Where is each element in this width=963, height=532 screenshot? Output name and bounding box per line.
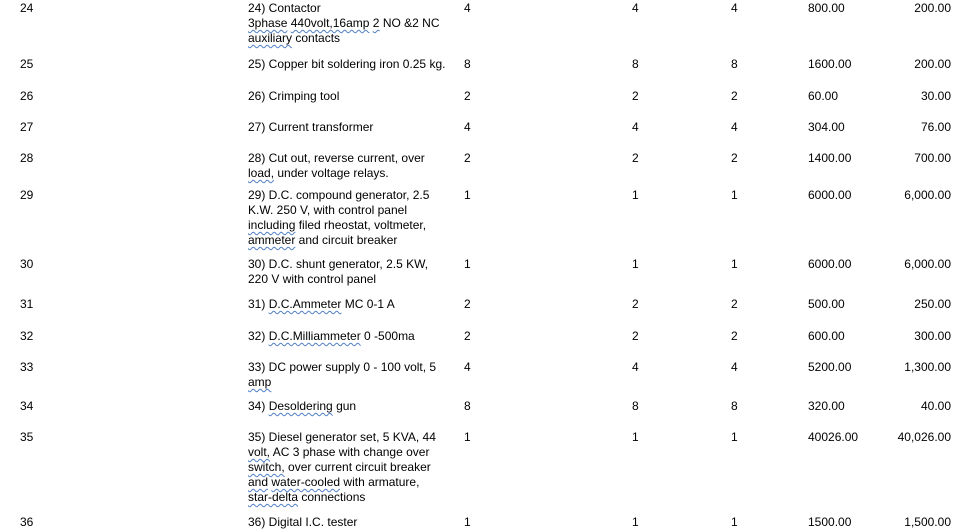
quantity-2: 2 — [632, 89, 639, 103]
unit-amount: 40,026.00 — [897, 430, 951, 444]
description-line: K.W. 250 V, with control panel — [248, 203, 407, 217]
unit-amount: 300.00 — [914, 329, 951, 343]
description-line: ammeter and circuit breaker — [248, 233, 398, 247]
serial-number: 25 — [20, 57, 34, 71]
quantity-2: 8 — [632, 57, 639, 71]
unit-amount: 1,300.00 — [904, 360, 951, 374]
description-line: auxiliary contacts — [248, 31, 341, 45]
quantity-1: 8 — [464, 399, 471, 413]
total-cost: 1600.00 — [808, 57, 852, 71]
total-cost: 304.00 — [808, 120, 845, 134]
quantity-1: 1 — [464, 257, 471, 271]
description-line: including filed rheostat, voltmeter, — [248, 218, 427, 232]
serial-number: 24 — [20, 1, 34, 15]
quantity-2: 2 — [632, 297, 639, 311]
quantity-3: 1 — [731, 515, 738, 529]
item-description — [248, 257, 460, 287]
serial-number: 27 — [20, 120, 34, 134]
quantity-2: 1 — [632, 257, 639, 271]
quantity-1: 1 — [464, 515, 471, 529]
quantity-2: 4 — [632, 120, 639, 134]
quantity-1: 2 — [464, 329, 471, 343]
quantity-3: 8 — [731, 399, 738, 413]
description-line: 27) Current transformer — [248, 120, 374, 134]
unit-amount: 6,000.00 — [904, 188, 951, 202]
unit-amount: 40.00 — [920, 399, 951, 413]
serial-number: 31 — [20, 297, 34, 311]
quantity-3: 4 — [731, 120, 738, 134]
unit-amount: 76.00 — [920, 120, 951, 134]
unit-amount: 1,500.00 — [904, 515, 951, 529]
total-cost: 320.00 — [808, 399, 845, 413]
quantity-1: 2 — [464, 89, 471, 103]
description-line: 32) D.C.Milliammeter 0 -500ma — [248, 329, 415, 343]
description-line: 220 V with control panel — [248, 272, 377, 286]
description-line: 3phase 440volt,16amp 2 NO &2 NC — [248, 16, 440, 30]
quantity-2: 1 — [632, 188, 639, 202]
description-line: switch, over current circuit breaker — [248, 460, 431, 474]
serial-number: 29 — [20, 188, 34, 202]
description-line: 36) Digital I.C. tester — [248, 515, 358, 529]
quantity-3: 1 — [731, 257, 738, 271]
quantity-2: 1 — [632, 515, 639, 529]
quantity-1: 8 — [464, 57, 471, 71]
quantity-3: 8 — [731, 57, 738, 71]
quantity-2: 4 — [632, 360, 639, 374]
description-line: 35) Diesel generator set, 5 KVA, 44 — [248, 430, 436, 444]
quantity-1: 4 — [464, 360, 471, 374]
quantity-3: 1 — [731, 430, 738, 444]
description-line: 24) Contactor — [248, 1, 321, 15]
quantity-1: 1 — [464, 188, 471, 202]
item-description — [248, 329, 460, 344]
serial-number: 30 — [20, 257, 34, 271]
item-description — [248, 151, 460, 181]
quantity-1: 4 — [464, 1, 471, 15]
quantity-2: 8 — [632, 399, 639, 413]
serial-number: 28 — [20, 151, 34, 165]
quantity-3: 2 — [731, 329, 738, 343]
item-description — [248, 297, 460, 312]
quantity-3: 2 — [731, 89, 738, 103]
total-cost: 6000.00 — [808, 188, 852, 202]
description-line: 30) D.C. shunt generator, 2.5 KW, — [248, 257, 429, 271]
description-line: load, under voltage relays. — [248, 166, 389, 180]
quantity-2: 4 — [632, 1, 639, 15]
serial-number: 26 — [20, 89, 34, 103]
total-cost: 800.00 — [808, 1, 845, 15]
item-description — [248, 188, 460, 248]
description-line: 28) Cut out, reverse current, over — [248, 151, 425, 165]
unit-amount: 250.00 — [914, 297, 951, 311]
quantity-2: 1 — [632, 430, 639, 444]
unit-amount: 6,000.00 — [904, 257, 951, 271]
quantity-1: 4 — [464, 120, 471, 134]
serial-number: 33 — [20, 360, 34, 374]
total-cost: 40026.00 — [808, 430, 859, 444]
description-line: 34) Desoldering gun — [248, 399, 357, 413]
description-line: 31) D.C.Ammeter MC 0-1 A — [248, 297, 395, 311]
quantity-3: 4 — [731, 360, 738, 374]
description-line: volt, AC 3 phase with change over — [248, 445, 430, 459]
total-cost: 500.00 — [808, 297, 845, 311]
item-description — [248, 430, 460, 505]
description-line: amp — [248, 375, 272, 389]
total-cost: 60.00 — [808, 89, 839, 103]
serial-number: 34 — [20, 399, 34, 413]
total-cost: 5200.00 — [808, 360, 852, 374]
item-description — [248, 1, 460, 46]
total-cost: 600.00 — [808, 329, 845, 343]
description-line: 29) D.C. compound generator, 2.5 — [248, 188, 430, 202]
unit-amount: 700.00 — [914, 151, 951, 165]
item-description — [248, 399, 460, 414]
description-line: 33) DC power supply 0 - 100 volt, 5 — [248, 360, 437, 374]
quantity-3: 2 — [731, 151, 738, 165]
item-description — [248, 360, 460, 390]
quantity-3: 2 — [731, 297, 738, 311]
serial-number: 32 — [20, 329, 34, 343]
item-description — [248, 515, 460, 530]
quantity-3: 4 — [731, 1, 738, 15]
quantity-1: 2 — [464, 297, 471, 311]
total-cost: 1400.00 — [808, 151, 852, 165]
description-line: star-delta connections — [248, 490, 366, 504]
unit-amount: 200.00 — [914, 1, 951, 15]
quantity-2: 2 — [632, 329, 639, 343]
total-cost: 1500.00 — [808, 515, 852, 529]
description-line: 26) Crimping tool — [248, 89, 340, 103]
unit-amount: 30.00 — [920, 89, 951, 103]
item-description — [248, 89, 460, 104]
quantity-1: 2 — [464, 151, 471, 165]
description-line: and water-cooled with armature, — [248, 475, 420, 489]
serial-number: 35 — [20, 430, 34, 444]
quantity-1: 1 — [464, 430, 471, 444]
item-description — [248, 120, 460, 135]
unit-amount: 200.00 — [914, 57, 951, 71]
total-cost: 6000.00 — [808, 257, 852, 271]
description-line: 25) Copper bit soldering iron 0.25 kg. — [248, 57, 446, 71]
quantity-3: 1 — [731, 188, 738, 202]
item-description — [248, 57, 460, 72]
serial-number: 36 — [20, 515, 34, 529]
quantity-2: 2 — [632, 151, 639, 165]
